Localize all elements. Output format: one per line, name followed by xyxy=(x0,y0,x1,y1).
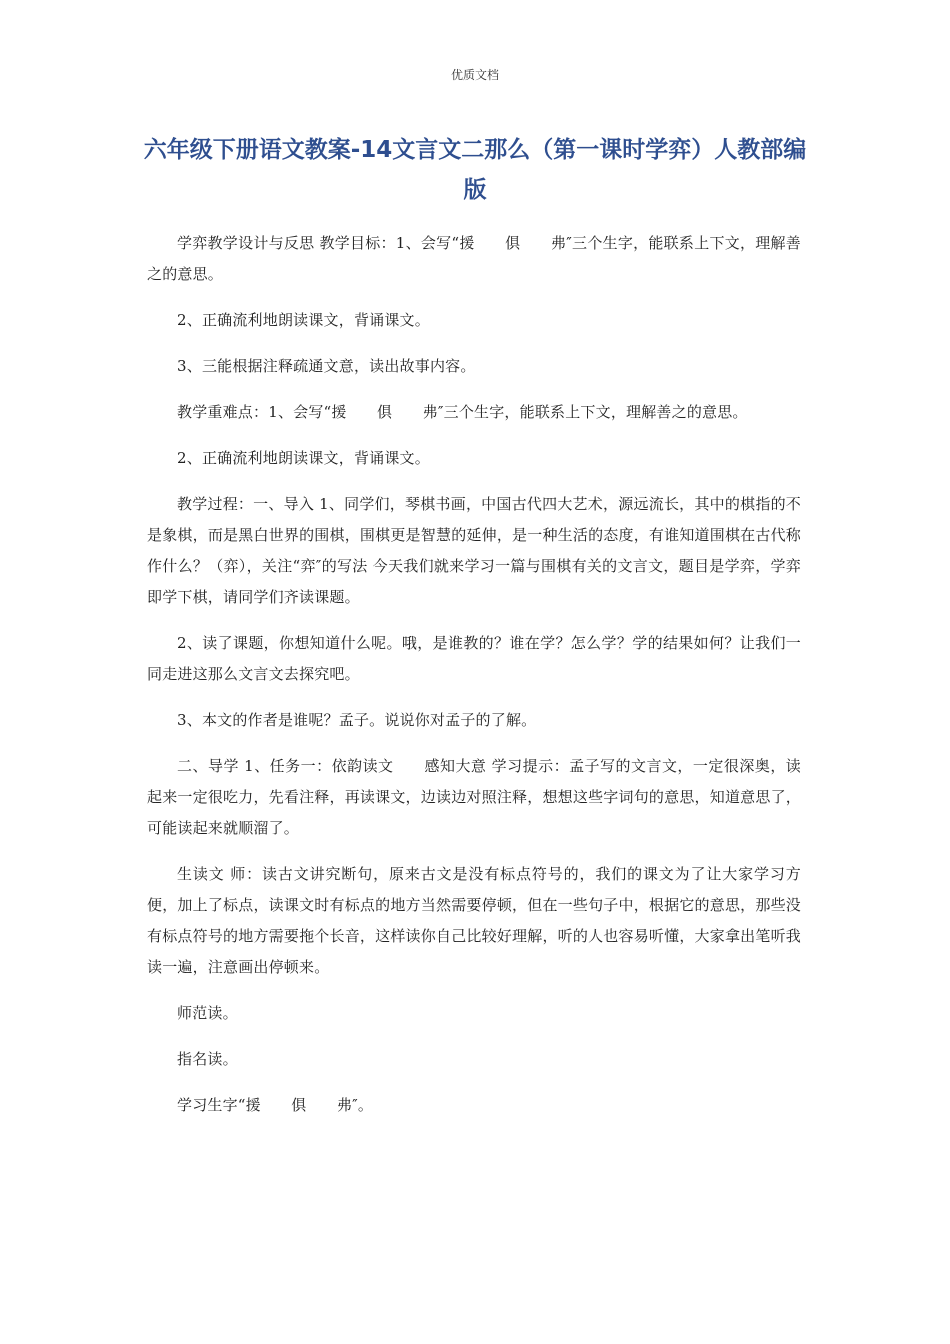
paragraph-new-characters: 学习生字“援 俱 弗″。 xyxy=(177,1096,374,1114)
paragraph-objective-2: 2、正确流利地朗读课文，背诵课文。 xyxy=(177,311,430,329)
document-title: 六年级下册语文教案-14文言文二那么（第一课时学弈）人教部编版 xyxy=(143,137,807,203)
paragraph-teacher-reads: 师范读。 xyxy=(177,1004,238,1022)
paragraph-key-points: 教学重难点：1、会写“援 俱 弗″三个生字，能联系上下文，理解善之的意思。 xyxy=(177,403,748,421)
paragraph-objectives: 学弈教学设计与反思 教学目标：1、会写“援 俱 弗″三个生字，能联系上下文，理解善之的意思。 xyxy=(147,234,801,283)
paragraph-process-intro: 教学过程：一、导入 1、同学们，琴棋书画，中国古代四大艺术，源远流长，其中的棋指的不是象棋，而是黑白世界的围棋，围棋更是智慧的延伸，是一种生活的态度，有谁知道围棋在古代称作什么？（弈），关注“弈″的写法 今天我们就来学习一篇与围棋有关的文言文，题目是学弈，学弈即学下棋，请同学们齐读课题。 xyxy=(147,495,801,606)
paragraph-process-2: 2、读了课题，你想知道什么呢。哦，是谁教的？谁在学？怎么学？学的结果如何？让我们一同走进这那么文言文去探究吧。 xyxy=(147,634,801,683)
paragraph-named-reading: 指名读。 xyxy=(177,1050,238,1068)
document-body xyxy=(147,228,801,1136)
page-header: 优质文档 xyxy=(450,68,499,82)
paragraph-objective-3: 3、三能根据注释疏通文意，读出故事内容。 xyxy=(177,357,476,375)
paragraph-guided-study: 二、导学 1、任务一：依韵读文 感知大意 学习提示：孟子写的文言文，一定很深奥，读起来一定很吃力，先看注释，再读课文，边读边对照注释，想想这些字词句的意思，知道意思了，可能读起来就顺溜了。 xyxy=(147,757,801,837)
paragraph-key-point-2: 2、正确流利地朗读课文，背诵课文。 xyxy=(177,449,430,467)
paragraph-process-3: 3、本文的作者是谁呢？孟子。说说你对孟子的了解。 xyxy=(177,711,537,729)
paragraph-reading: 生读文 师：读古文讲究断句，原来古文是没有标点符号的，我们的课文为了让大家学习方便，加上了标点，读课文时有标点的地方当然需要停顿，但在一些句子中，根据它的意思，那些没有标点符号的地方需要拖个长音，这样读你自己比较好理解，听的人也容易听懂，大家拿出笔听我读一遍，注意画出停顿来。 xyxy=(147,865,801,976)
